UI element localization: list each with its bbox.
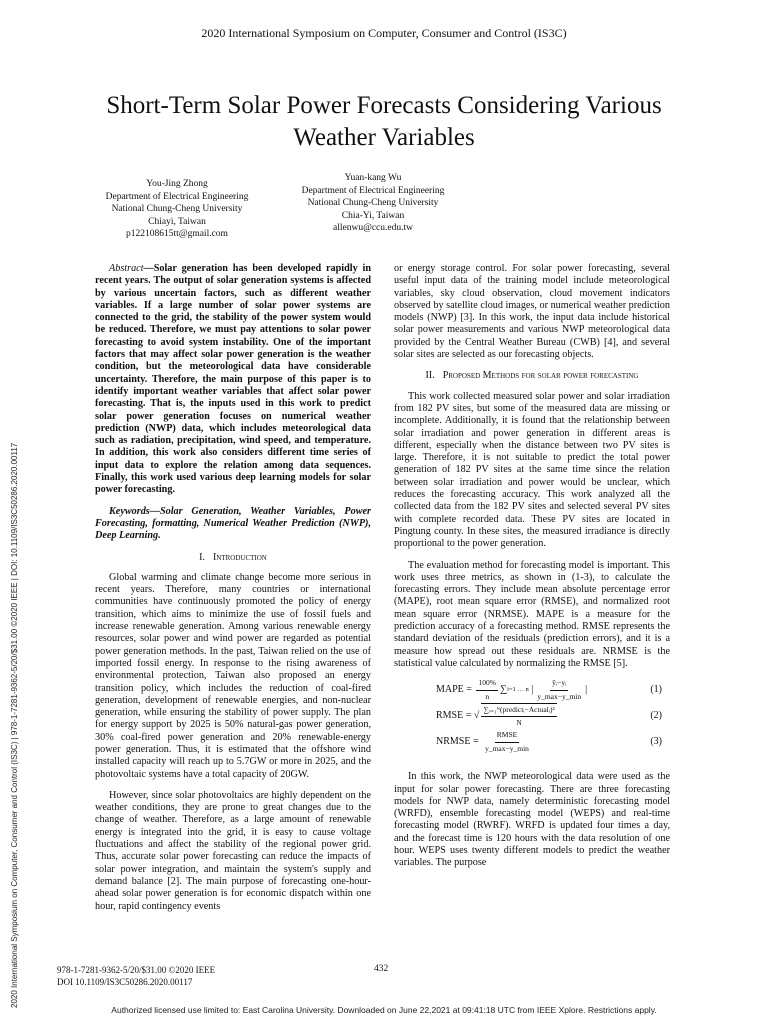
- author-email: allenwu@ccu.edu.tw: [333, 223, 413, 233]
- equation-1: MAPE = $\frac{100\%}{n}$ ∑ i=1 … n | $\frac{\text{ŷᵢ−yᵢ}}{y\_\max-y\_\min}$ | (1): [394, 679, 670, 701]
- left-column: [95, 263, 371, 922]
- paragraph: Global warming and climate change become more serious in recent years. Therefore, many countries or international communities have continuously promoted the policy of energy transition, which aims to minimize the use of fossil fuels and increase renewable generation. Among various renewable energy resources, solar power and wind power are regarded as potential power generation methods. In the past, Taiwan relied on the use of imported fossil energy. In response to the rising awareness of environmental protection, Taiwan also proposed an energy transition policy, which includes the reduction of coal-fired generation, development of renewable energies, and non-nuclear generation, while ensuring the stability of power supply. The plan for energy support by 2025 is 50% natural-gas power generation, 30% coal-fired power generation and 20% renewable-energy power generation. Thus, it is estimated that the offshore wind installed capacity will reach up to 5.7GW or more in 2025, and the photovoltaic systems have a total capacity of 20GW.: [95, 571, 371, 780]
- paragraph: This work collected measured solar power and solar irradiation from 182 PV sites, but some of the measured data are missing or incomplete. Additionally, it is found that the relationship between solar irradiation and power generation in different areas is different, especially when the distance between two PV sites is large. Therefore, it is not suitable to predict the total power generation of 182 PV sites at the same time since the relation between solar irradiation and power would be unclear, which reduces the forecasting accuracy. This work analyzed all the collected data from the 182 PV sites and selected several PV sites with complete recorded data. These PV sites are located in Pingtung county. In these sites, the measured irradiance is directly proportional to the power generation.: [394, 390, 670, 550]
- section-number: I.: [199, 551, 205, 563]
- section-number: II.: [425, 370, 435, 382]
- section-heading-1: [95, 552, 371, 564]
- equation-2: RMSE = √ $\frac{\text{∑ᵢ₌₁ᴺ(predictᵢ−Actualᵢ)²}}{N}$ (2): [394, 705, 670, 727]
- footer-doi: DOI 10.1109/IS3C50286.2020.00117: [57, 977, 193, 987]
- abstract-text: —Solar generation has been developed rapidly in recent years. The output of solar generation systems is affected by various uncertain factors, such as different weather variables. If a large number of solar power systems are connected to the grid, the stability of the power system would be reduced. Therefore, we must pay attentions to solar power forecasting to avoid system instability. One of the important factors that may affect solar power generation is the weather condition, but the meteorological data have considerable uncertainty. Therefore, the main purpose of this paper is to identify important weather variables that affect solar power forecasting. That is, the inputs used in this work to predict solar power generation focuses on numerical weather prediction (NWP) data, which includes meteorological data such as radiation, precipitation, wind speed, and temperature. In addition, this work also considers different time series of input data to explore the relation among data sequences. Finally, this work used various deep learning models for solar power forecasting.: [95, 263, 371, 496]
- author-email: p122108615tt@gmail.com: [126, 229, 228, 239]
- eq-lhs: NRMSE =: [436, 736, 479, 748]
- abstract: [95, 263, 371, 497]
- page-number: 432: [374, 964, 389, 974]
- paragraph: However, since solar photovoltaics are highly dependent on the weather conditions, they are prone to great changes due to the change of weather. Therefore, as a large amount of renewable energy is integrated into the grid, it is easy to cause voltage fluctuations and affect the stability of the regional power grid. Thus, accurate solar power forecasting can reduce the impacts of solar power integration, and maintain the system's supply and demand balance [2]. The main purpose of forecasting one-hour-ahead solar power generation is for economic dispatch within one hour, rapid contingency events: [95, 789, 371, 912]
- author-city: Chiayi, Taiwan: [148, 216, 206, 227]
- abstract-lead: Abstract: [109, 263, 144, 274]
- paper-title: Short-Term Solar Power Forecasts Considering Various Weather Variables: [106, 92, 662, 151]
- author-block-1: [72, 178, 282, 241]
- eq-fraction: $\frac{\text{∑ᵢ₌₁ᴺ(predictᵢ−Actualᵢ)²}}{N}$: [481, 703, 556, 730]
- section-heading-2: [394, 370, 670, 382]
- doi-sidebar: 2020 International Symposium on Computer, Consumer and Control (IS3C) | 978-1-7281-9362-5/20/$31.00 ©2020 IEEE | DOI: 10.1109/IS3C50286.2020.00117: [10, 442, 19, 1008]
- author-dept: Department of Electrical Engineering: [301, 185, 445, 196]
- license-notice: Authorized licensed use limited to: East Carolina University. Downloaded on June 22,2021 at 09:41:18 UTC from IEEE Xplore. Restrictions apply.: [111, 1005, 657, 1015]
- eq-lhs: MAPE =: [436, 684, 472, 696]
- eq-sum-symbol: ∑: [499, 684, 508, 696]
- author-city: Chia-Yi, Taiwan: [341, 210, 405, 221]
- author-name: You-Jing Zhong: [146, 179, 208, 189]
- paragraph: In this work, the NWP meteorological data were used as the input for solar power forecasting. There are three forecasting models for NWP data, namely deterministic forecasting model (WRFD), ensemble forecasting model (WEPS) and real-time forecasting model (RWRF). WRFD is updated four times a day, and the forecast time is 120 hours with the data resolution of one hour. WEPS uses twenty different models to predict the weather variables. The purpose: [394, 771, 670, 869]
- eq-lhs: RMSE =: [436, 710, 472, 722]
- section-title: Introduction: [212, 551, 267, 563]
- keywords: Keywords—Solar Generation, Weather Variables, Power Forecasting, formatting, Numerical Weather Prediction (NWP), Deep Learning.: [95, 505, 371, 542]
- footer-copyright: [57, 964, 215, 988]
- eq-number: (1): [650, 684, 662, 696]
- conference-header: 2020 International Symposium on Computer, Consumer and Control (IS3C): [201, 26, 567, 40]
- eq-fraction: $\frac{\text{ŷᵢ−yᵢ}}{y\_\max-y\_\min}$: [537, 678, 582, 701]
- eq-fraction: $\frac{100\%}{n}$: [478, 678, 496, 701]
- eq-number: (2): [650, 710, 662, 722]
- author-block-2: [268, 172, 478, 235]
- equation-3: [394, 731, 670, 753]
- author-univ: National Chung-Cheng University: [307, 198, 439, 208]
- right-column: [394, 263, 670, 879]
- eq-sum-range: i=1 … n: [507, 686, 529, 694]
- paragraph: The evaluation method for forecasting model is important. This work uses three metrics, as shown in (1-3), to calculate the forecasting errors. They include mean absolute percentage error (MAPE), root mean square error (RMSE), and normalized root mean square error (NRMSE). MAPE is a measure for the prediction accuracy of a forecasting method. RMSE represents the standard deviation of the residuals (prediction errors), and it is a measure how spread out these residuals are. NRMSE is the statistical value calculated by normalizing the RMSE [5].: [394, 559, 670, 669]
- paragraph: or energy storage control. For solar power forecasting, several useful input data of the training model include meteorological variables, sky cloud observation, cloud movement indicators observed by satellite cloud images, or numerical weather prediction models (NWP) [3]. In this work, the input data include historical solar power measurements and various NWP meteorological data provided by the Central Weather Bureau (CWB) [4], and several solar sites are selected as our forecasting objects.: [394, 263, 670, 361]
- author-univ: National Chung-Cheng University: [111, 204, 243, 214]
- author-name: Yuan-kang Wu: [344, 173, 402, 183]
- author-dept: Department of Electrical Engineering: [105, 191, 249, 202]
- eq-fraction: $\frac{\text{RMSE}}{y\_\max-y\_\min}$: [485, 730, 529, 753]
- eq-number: (3): [650, 736, 662, 748]
- footer-isbn: 978-1-7281-9362-5/20/$31.00 ©2020 IEEE: [57, 965, 216, 975]
- section-title: Proposed Methods for solar power forecasting: [442, 370, 639, 382]
